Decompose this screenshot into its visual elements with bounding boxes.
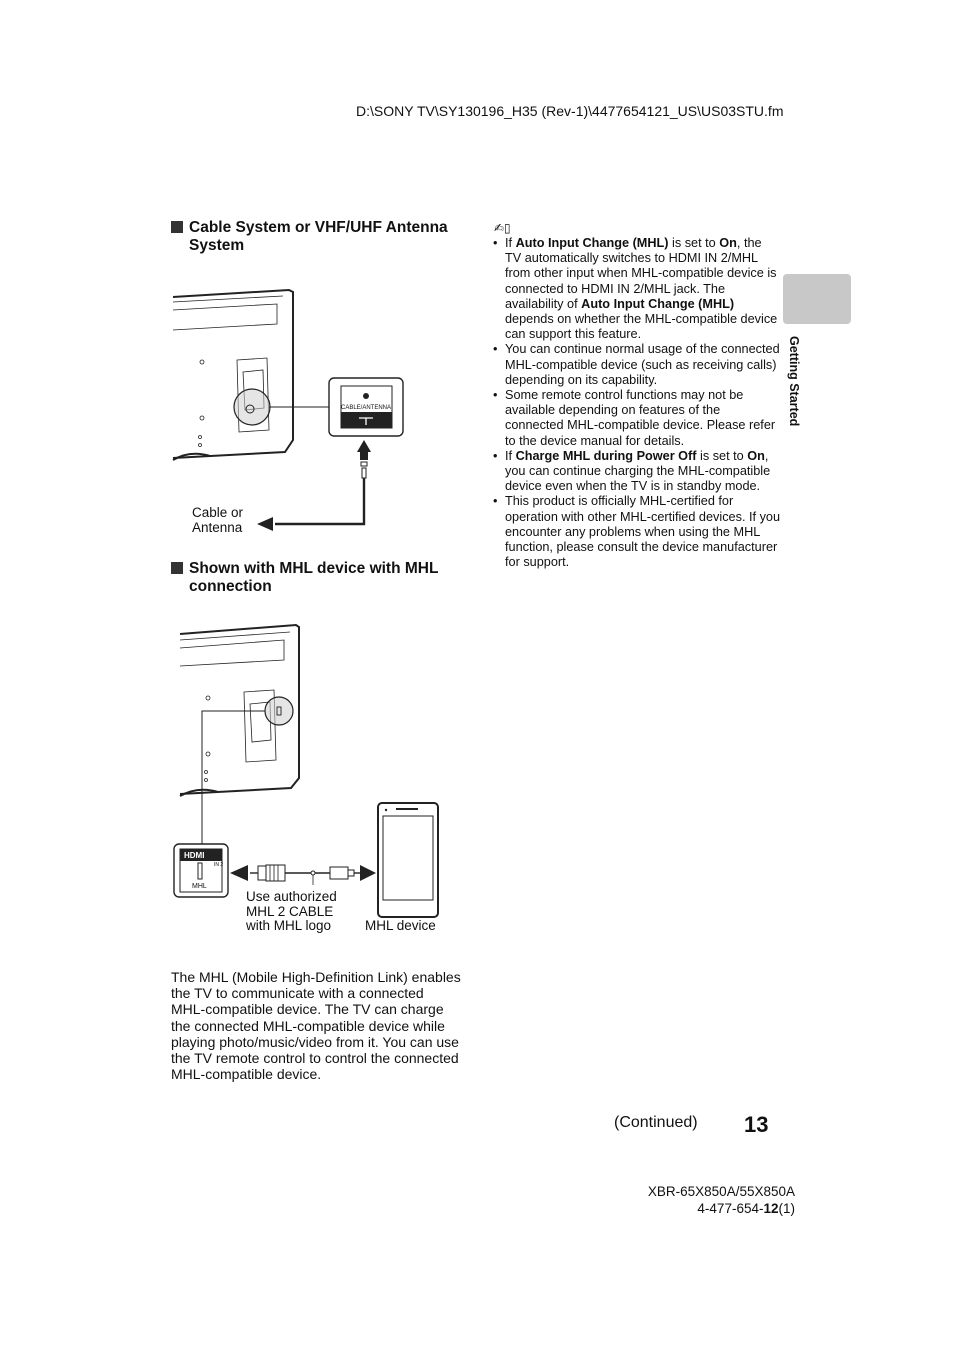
- cable-or-antenna-label: Cable or Antenna: [192, 505, 244, 535]
- section-heading-mhl: Shown with MHL device with MHL connection: [171, 560, 461, 596]
- side-tab: [783, 274, 851, 324]
- side-tab-label: Getting Started: [787, 336, 801, 427]
- part-number: 4-477-654-12(1): [697, 1201, 795, 1216]
- page-number: 13: [744, 1112, 769, 1137]
- bullet-icon: •: [493, 494, 498, 509]
- notes-list: [491, 236, 781, 570]
- hdmi-in-label: IN 2: [214, 862, 224, 868]
- mhl-port-label: MHL: [192, 883, 207, 890]
- bullet-icon: •: [493, 448, 498, 463]
- square-bullet-icon: [171, 221, 183, 233]
- model-info: [560, 1183, 795, 1217]
- square-bullet-icon: [171, 562, 183, 574]
- mhl-device-label: MHL device: [365, 918, 436, 933]
- bullet-icon: •: [493, 342, 498, 357]
- mhl-connection-diagram: [170, 620, 450, 920]
- arrow-left-icon: [230, 865, 248, 881]
- note-item: • If Auto Input Change (MHL) is set to On, the TV automatically switches to HDMI IN 2/MHL from other input when MHL-compatible device is connected to HDMI IN 2/MHL jack. The availability of Auto Input Change (MHL) depends on whether the MHL-compatible device can support this feature.: [493, 236, 778, 342]
- file-path: D:\SONY TV\SY130196_H35 (Rev-1)\4477654121_US\US03STU.fm: [356, 103, 784, 119]
- bullet-icon: •: [493, 236, 498, 250]
- bullet-icon: •: [493, 388, 498, 403]
- arrow-right-icon: [360, 865, 376, 881]
- model-number: XBR-65X850A/55X850A: [647, 1184, 795, 1199]
- note-item: • If Charge MHL during Power Off is set to On, you can continue charging the MHL-compatible device even when the TV is in standby mode.: [493, 448, 771, 494]
- note-item: • This product is officially MHL-certified for operation with other MHL-certified devices. If you encounter any problems when using the MHL function, please consult the device manufacturer for support.: [493, 494, 781, 570]
- section-heading-cable: Cable System or VHF/UHF Antenna System: [171, 219, 461, 255]
- note-item: • You can continue normal usage of the connected MHL-compatible device (such as receiving calls) depending on its capability.: [493, 342, 780, 387]
- cable-connection-diagram: [165, 280, 425, 535]
- cable-antenna-port-label: CABLE/ANTENNA: [340, 405, 392, 411]
- mhl-description-paragraph: The MHL (Mobile High-Definition Link) enables the TV to communicate with a connected MHL-compatible device. The TV can charge the connected MHL-compatible device while playing photo/music/video from it. You can use the TV remote control to control the connected MHL-compatible device.: [171, 969, 461, 1083]
- hdmi-logo: HDMI: [184, 851, 205, 860]
- note-pencil-icon: ✍▯: [494, 221, 511, 235]
- note-item: • Some remote control functions may not be available depending on features of the connected MHL-compatible device. Please refer to the device manual for details.: [493, 388, 776, 448]
- mhl-cable-label: Use authorized MHL 2 CABLE with MHL logo: [246, 889, 337, 933]
- continued-label: (Continued): [614, 1114, 698, 1131]
